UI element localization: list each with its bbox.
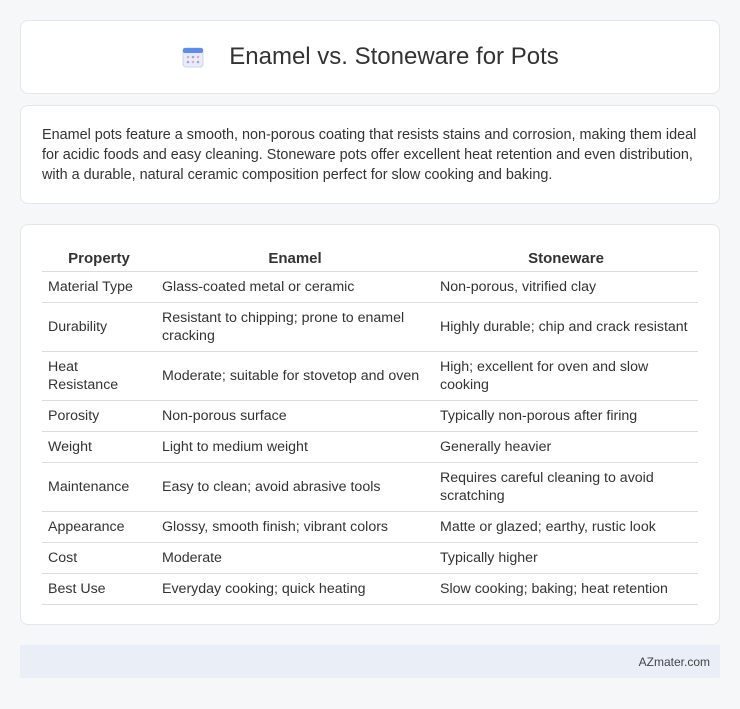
- table-row: [42, 351, 698, 400]
- property-cell: Durability: [42, 302, 156, 351]
- property-cell: Maintenance: [42, 462, 156, 511]
- enamel-cell: Easy to clean; avoid abrasive tools: [156, 462, 434, 511]
- enamel-cell: Glass-coated metal or ceramic: [156, 271, 434, 302]
- title-card: [20, 20, 720, 94]
- header-enamel: Enamel: [156, 245, 434, 271]
- property-cell: Weight: [42, 431, 156, 462]
- property-cell: Porosity: [42, 400, 156, 431]
- enamel-cell: Light to medium weight: [156, 431, 434, 462]
- stoneware-cell: Generally heavier: [434, 431, 698, 462]
- enamel-cell: Glossy, smooth finish; vibrant colors: [156, 511, 434, 542]
- table-row: [42, 271, 698, 302]
- enamel-cell: Moderate; suitable for stovetop and oven: [156, 351, 434, 400]
- table-row: [42, 462, 698, 511]
- table-row: [42, 302, 698, 351]
- stoneware-cell: High; excellent for oven and slow cooking: [434, 351, 698, 400]
- footer-site-link[interactable]: AZmater.com: [638, 654, 710, 669]
- enamel-cell: Everyday cooking; quick heating: [156, 573, 434, 604]
- intro-card: [20, 105, 720, 204]
- comparison-card: [20, 224, 720, 625]
- enamel-cell: Moderate: [156, 542, 434, 573]
- table-row: [42, 511, 698, 542]
- stoneware-cell: Requires careful cleaning to avoid scratching: [434, 462, 698, 511]
- property-cell: Cost: [42, 542, 156, 573]
- footer-bar: [20, 645, 720, 678]
- stoneware-cell: Highly durable; chip and crack resistant: [434, 302, 698, 351]
- stoneware-cell: Typically non-porous after firing: [434, 400, 698, 431]
- enamel-cell: Resistant to chipping; prone to enamel cracking: [156, 302, 434, 351]
- table-row: [42, 573, 698, 604]
- stoneware-cell: Matte or glazed; earthy, rustic look: [434, 511, 698, 542]
- property-cell: Heat Resistance: [42, 351, 156, 400]
- property-cell: Material Type: [42, 271, 156, 302]
- comparison-table: [42, 245, 698, 605]
- property-cell: Appearance: [42, 511, 156, 542]
- enamel-cell: Non-porous surface: [156, 400, 434, 431]
- stoneware-cell: Slow cooking; baking; heat retention: [434, 573, 698, 604]
- property-cell: Best Use: [42, 573, 156, 604]
- calendar-icon: [181, 45, 205, 69]
- header-stoneware: Stoneware: [434, 245, 698, 271]
- table-row: [42, 400, 698, 431]
- header-property: Property: [42, 245, 156, 271]
- table-row: [42, 542, 698, 573]
- table-header-row: [42, 245, 698, 271]
- page-title: Enamel vs. Stoneware for Pots: [229, 43, 559, 70]
- stoneware-cell: Typically higher: [434, 542, 698, 573]
- intro-paragraph: Enamel pots feature a smooth, non-porous coating that resists stains and corrosion, making them ideal for acidic foods and easy cleaning. Stoneware pots offer excellent heat retention and even distribution, with a durable, natural ceramic composition perfect for slow cooking and baking.: [42, 127, 697, 183]
- table-row: [42, 431, 698, 462]
- stoneware-cell: Non-porous, vitrified clay: [434, 271, 698, 302]
